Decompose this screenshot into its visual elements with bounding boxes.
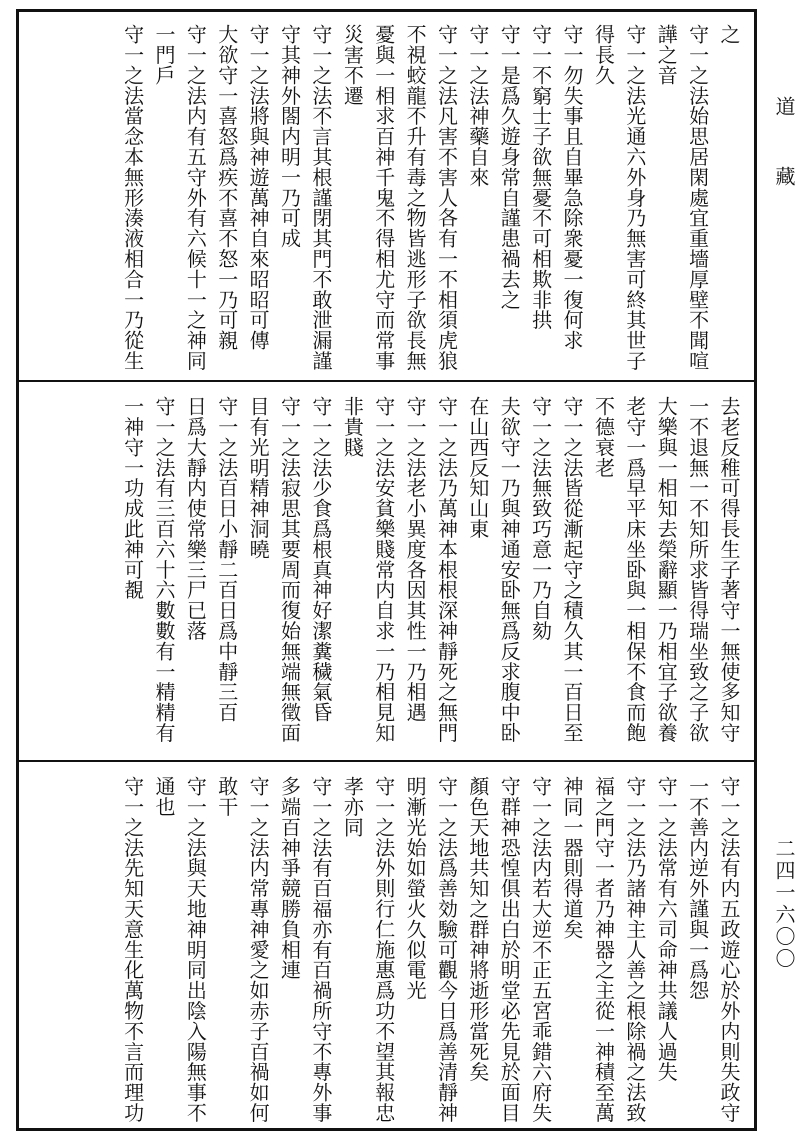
text-column: 夫欲守一乃與神通安卧無爲反求腹中卧 xyxy=(497,396,522,743)
text-column: 敢干 xyxy=(214,776,239,817)
text-column: 守一之法光通六外身乃無害可終其世子 xyxy=(622,24,647,371)
text-column: 守群神恐惶俱出白於明堂必先見於面目 xyxy=(497,776,522,1123)
section-divider xyxy=(19,760,754,762)
text-column: 守一之法内若大逆不正五宮乖錯六府失 xyxy=(528,776,553,1123)
text-column: 守一之法凡害不害人各有一不相須虎狼 xyxy=(434,24,459,371)
text-column: 守一之法常有六司命神共議人過失 xyxy=(654,776,679,1082)
text-column: 守一之法無致巧意一乃自劾 xyxy=(528,396,553,641)
text-column: 之 xyxy=(717,24,741,45)
text-column: 一門戶 xyxy=(151,24,176,86)
text-column: 通也 xyxy=(151,776,176,817)
text-column: 守一之法乃萬神本根根深神靜死之無門 xyxy=(434,396,459,743)
text-column: 憂與一相求百神千鬼不得相尤守而常事 xyxy=(371,24,396,371)
text-column: 守一之法寂思其要周而復始無端無徵面 xyxy=(277,396,302,743)
text-column: 明漸光始如螢火久似電光 xyxy=(403,776,428,1001)
text-panel-top xyxy=(29,24,744,374)
text-column: 非貴賤 xyxy=(340,396,365,458)
text-column: 守一之法與天地神明同出陰入陽無事不 xyxy=(183,776,208,1123)
text-column: 守一之法不言其根謹閉其門不敢泄漏謹 xyxy=(308,24,333,371)
text-column: 不視蛟龍不升有毒之物皆逃形子欲長無 xyxy=(403,24,428,371)
text-column: 守一之法有内五政遊心於外内則失政守 xyxy=(717,776,741,1123)
text-column: 在山西反知山東 xyxy=(465,396,490,539)
text-column: 守一勿失事且自畢急除衆憂一復何求 xyxy=(560,24,585,351)
text-column: 災害不遷 xyxy=(340,24,365,106)
text-column: 多端百神爭競勝負相連 xyxy=(277,776,302,980)
text-column: 大樂與一相知去榮辭顯一乃相宜子欲養 xyxy=(654,396,679,743)
text-column: 守一之法少食爲根真神好潔糞穢氣昏 xyxy=(308,396,333,723)
text-column: 守一之法神藥自來 xyxy=(465,24,490,188)
text-panel-middle xyxy=(29,396,744,752)
text-column: 守一之法有三百六十六數數有一精精有 xyxy=(151,396,176,743)
text-column: 日爲大靜内使常樂三尸已落 xyxy=(183,396,208,641)
text-column: 顏色天地共知之群神將逝形當死矣 xyxy=(465,776,490,1082)
section-divider xyxy=(19,380,754,382)
text-column: 守一之法安貧樂賤常内自求一乃相見知 xyxy=(371,396,396,743)
text-column: 一不退無一不知所求皆得瑞坐致之子欲 xyxy=(685,396,710,743)
text-column: 守一之法内常專神愛之如赤子百禍如何 xyxy=(246,776,271,1123)
text-column: 守一之法先知天意生化萬物不言而理功 xyxy=(120,776,145,1123)
text-column: 守一之法内有五守外有六候十一之神同 xyxy=(183,24,208,371)
margin-page-number: 二四一六〇〇 xyxy=(772,838,796,970)
text-column: 老守一爲早平床坐卧與一相保不食而飽 xyxy=(622,396,647,743)
margin-collection-title: 道藏 xyxy=(772,96,796,236)
text-column: 守一之法皆從漸起守之積久其一百日至 xyxy=(560,396,585,743)
text-column: 守一之法始思居閑處宜重墻厚壁不聞喧 xyxy=(685,24,710,371)
text-column: 不德衰老 xyxy=(591,396,616,478)
text-column: 譁之音 xyxy=(654,24,679,86)
text-column: 守一之法乃諸神主人善之根除禍之法致 xyxy=(622,776,647,1123)
text-column: 守一之法將與神遊萬神自來昭昭可傳 xyxy=(246,24,271,351)
text-column: 一不善内逆外謹與一爲怨 xyxy=(685,776,710,1001)
text-column: 守一是爲久遊身常自謹患禍去之 xyxy=(497,24,522,310)
text-column: 守一之法爲善効驗可觀今日爲善清靜神 xyxy=(434,776,459,1123)
text-column: 孝亦同 xyxy=(340,776,365,838)
text-column: 守一之法老小異度各因其性一乃相遇 xyxy=(403,396,428,723)
text-column: 福之門守一者乃神器之主從一神積至萬 xyxy=(591,776,616,1123)
text-column: 守一之法外則行仁施惠爲功不望其報忠 xyxy=(371,776,396,1123)
text-column: 守其神外閤内明一乃可成 xyxy=(277,24,302,249)
text-column: 一神守一功成此神可覩 xyxy=(120,396,145,600)
text-column: 守一之法百日小靜二百日爲中靜三百 xyxy=(214,396,239,723)
text-column: 大欲守一喜怒爲疾不喜不怒一乃可親 xyxy=(214,24,239,351)
text-column: 神同一器則得道矣 xyxy=(560,776,585,940)
page-frame xyxy=(16,9,757,1131)
text-column: 守一不窮士子欲無憂不可相欺非拱 xyxy=(528,24,553,330)
text-column: 守一之法當念本無形湊液相合一乃從生 xyxy=(120,24,145,371)
text-column: 目有光明精神洞曉 xyxy=(246,396,271,560)
text-column: 守一之法有百福亦有百禍所守不專外事 xyxy=(308,776,333,1123)
text-column: 去老反稚可得長生子著守一無使多知守 xyxy=(717,396,741,743)
text-panel-bottom xyxy=(29,776,744,1126)
text-column: 得長久 xyxy=(591,24,616,86)
